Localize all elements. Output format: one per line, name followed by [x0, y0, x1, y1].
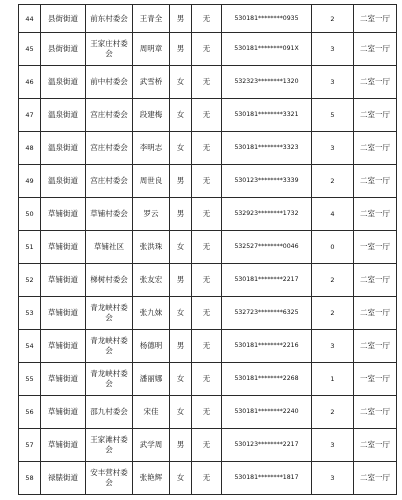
table-row [19, 297, 397, 330]
id-number-cell: 530181********2216 [222, 330, 312, 363]
id-number-cell: 530181********3321 [222, 99, 312, 132]
room-type-cell: 二室一厅 [354, 429, 397, 462]
gender-cell: 女 [170, 231, 192, 264]
street-cell: 草铺街道 [41, 198, 86, 231]
status-cell: 无 [192, 99, 222, 132]
count-cell: 2 [312, 396, 354, 429]
id-number-cell: 530123********2217 [222, 429, 312, 462]
id-number-cell: 532923********1732 [222, 198, 312, 231]
id-number-cell: 530181********2217 [222, 264, 312, 297]
name-cell: 武学周 [133, 429, 170, 462]
room-type-cell: 二室一厅 [354, 33, 397, 66]
row-number: 51 [19, 231, 41, 264]
count-cell: 3 [312, 429, 354, 462]
village-cell: 安丰营村委会 [86, 462, 133, 495]
table-row [19, 165, 397, 198]
street-cell: 草铺街道 [41, 297, 86, 330]
village-cell: 王家庄村委会 [86, 33, 133, 66]
street-cell: 草铺街道 [41, 363, 86, 396]
status-cell: 无 [192, 429, 222, 462]
street-cell: 温泉街道 [41, 66, 86, 99]
name-cell: 杨德明 [133, 330, 170, 363]
village-cell: 梯树村委会 [86, 264, 133, 297]
room-type-cell: 二室一厅 [354, 462, 397, 495]
table-row [19, 99, 397, 132]
name-cell: 李明志 [133, 132, 170, 165]
status-cell: 无 [192, 33, 222, 66]
gender-cell: 女 [170, 66, 192, 99]
table-row [19, 330, 397, 363]
gender-cell: 男 [170, 33, 192, 66]
name-cell: 武雪桥 [133, 66, 170, 99]
id-number-cell: 532323********1320 [222, 66, 312, 99]
room-type-cell: 二室一厅 [354, 330, 397, 363]
street-cell: 草铺街道 [41, 264, 86, 297]
village-cell: 邵九村委会 [86, 396, 133, 429]
count-cell: 3 [312, 66, 354, 99]
gender-cell: 女 [170, 132, 192, 165]
count-cell: 2 [312, 297, 354, 330]
document-page [18, 4, 396, 495]
village-cell: 青龙峡村委会 [86, 363, 133, 396]
room-type-cell: 一室一厅 [354, 231, 397, 264]
row-number: 47 [19, 99, 41, 132]
status-cell: 无 [192, 165, 222, 198]
id-number-cell: 530181********2240 [222, 396, 312, 429]
street-cell: 温泉街道 [41, 165, 86, 198]
table-row [19, 429, 397, 462]
count-cell: 3 [312, 330, 354, 363]
table-row [19, 198, 397, 231]
status-cell: 无 [192, 462, 222, 495]
street-cell: 草铺街道 [41, 330, 86, 363]
street-cell: 禄脿街道 [41, 462, 86, 495]
id-number-cell: 530181********2268 [222, 363, 312, 396]
id-number-cell: 530181********0935 [222, 5, 312, 33]
name-cell: 潘丽娜 [133, 363, 170, 396]
gender-cell: 女 [170, 99, 192, 132]
street-cell: 县街街道 [41, 5, 86, 33]
room-type-cell: 二室一厅 [354, 396, 397, 429]
row-number: 45 [19, 33, 41, 66]
housing-allocation-table [18, 4, 397, 495]
name-cell: 罗云 [133, 198, 170, 231]
id-number-cell: 530181********3323 [222, 132, 312, 165]
gender-cell: 女 [170, 297, 192, 330]
gender-cell: 男 [170, 330, 192, 363]
room-type-cell: 二室一厅 [354, 165, 397, 198]
street-cell: 温泉街道 [41, 99, 86, 132]
status-cell: 无 [192, 198, 222, 231]
gender-cell: 男 [170, 429, 192, 462]
table-row [19, 33, 397, 66]
count-cell: 3 [312, 132, 354, 165]
id-number-cell: 530123********3339 [222, 165, 312, 198]
name-cell: 段建梅 [133, 99, 170, 132]
row-number: 58 [19, 462, 41, 495]
village-cell: 前中村委会 [86, 66, 133, 99]
status-cell: 无 [192, 396, 222, 429]
table-row [19, 264, 397, 297]
row-number: 52 [19, 264, 41, 297]
gender-cell: 女 [170, 462, 192, 495]
row-number: 53 [19, 297, 41, 330]
row-number: 46 [19, 66, 41, 99]
count-cell: 4 [312, 198, 354, 231]
village-cell: 王家滩村委会 [86, 429, 133, 462]
village-cell: 草铺村委会 [86, 198, 133, 231]
gender-cell: 女 [170, 363, 192, 396]
count-cell: 2 [312, 264, 354, 297]
village-cell: 宫庄村委会 [86, 99, 133, 132]
id-number-cell: 530181********091X [222, 33, 312, 66]
village-cell: 宫庄村委会 [86, 165, 133, 198]
gender-cell: 女 [170, 396, 192, 429]
row-number: 48 [19, 132, 41, 165]
table-body [19, 5, 397, 495]
name-cell: 周世良 [133, 165, 170, 198]
id-number-cell: 530181********1817 [222, 462, 312, 495]
name-cell: 宋佳 [133, 396, 170, 429]
room-type-cell: 二室一厅 [354, 5, 397, 33]
count-cell: 3 [312, 33, 354, 66]
street-cell: 县街街道 [41, 33, 86, 66]
count-cell: 5 [312, 99, 354, 132]
row-number: 54 [19, 330, 41, 363]
gender-cell: 男 [170, 165, 192, 198]
row-number: 55 [19, 363, 41, 396]
name-cell: 张洪珠 [133, 231, 170, 264]
street-cell: 草铺街道 [41, 231, 86, 264]
village-cell: 草铺社区 [86, 231, 133, 264]
room-type-cell: 一室一厅 [354, 363, 397, 396]
count-cell: 3 [312, 462, 354, 495]
room-type-cell: 二室一厅 [354, 66, 397, 99]
street-cell: 草铺街道 [41, 429, 86, 462]
name-cell: 张九妹 [133, 297, 170, 330]
status-cell: 无 [192, 363, 222, 396]
name-cell: 张艳辉 [133, 462, 170, 495]
room-type-cell: 二室一厅 [354, 198, 397, 231]
gender-cell: 男 [170, 5, 192, 33]
room-type-cell: 二室一厅 [354, 99, 397, 132]
name-cell: 张友宏 [133, 264, 170, 297]
room-type-cell: 二室一厅 [354, 297, 397, 330]
status-cell: 无 [192, 66, 222, 99]
row-number: 56 [19, 396, 41, 429]
name-cell: 王青全 [133, 5, 170, 33]
table-row [19, 396, 397, 429]
village-cell: 前东村委会 [86, 5, 133, 33]
count-cell: 1 [312, 363, 354, 396]
village-cell: 青龙峡村委会 [86, 330, 133, 363]
count-cell: 2 [312, 165, 354, 198]
id-number-cell: 532723********6325 [222, 297, 312, 330]
status-cell: 无 [192, 132, 222, 165]
row-number: 50 [19, 198, 41, 231]
status-cell: 无 [192, 264, 222, 297]
count-cell: 0 [312, 231, 354, 264]
count-cell: 2 [312, 5, 354, 33]
table-row [19, 66, 397, 99]
status-cell: 无 [192, 330, 222, 363]
status-cell: 无 [192, 297, 222, 330]
table-row [19, 462, 397, 495]
table-row [19, 5, 397, 33]
gender-cell: 男 [170, 198, 192, 231]
table-row [19, 363, 397, 396]
row-number: 57 [19, 429, 41, 462]
room-type-cell: 二室一厅 [354, 132, 397, 165]
street-cell: 温泉街道 [41, 132, 86, 165]
row-number: 44 [19, 5, 41, 33]
village-cell: 宫庄村委会 [86, 132, 133, 165]
status-cell: 无 [192, 231, 222, 264]
table-row [19, 231, 397, 264]
gender-cell: 男 [170, 264, 192, 297]
room-type-cell: 二室一厅 [354, 264, 397, 297]
id-number-cell: 532527********0046 [222, 231, 312, 264]
street-cell: 草铺街道 [41, 396, 86, 429]
status-cell: 无 [192, 5, 222, 33]
row-number: 49 [19, 165, 41, 198]
village-cell: 青龙峡村委会 [86, 297, 133, 330]
name-cell: 周明章 [133, 33, 170, 66]
table-row [19, 132, 397, 165]
